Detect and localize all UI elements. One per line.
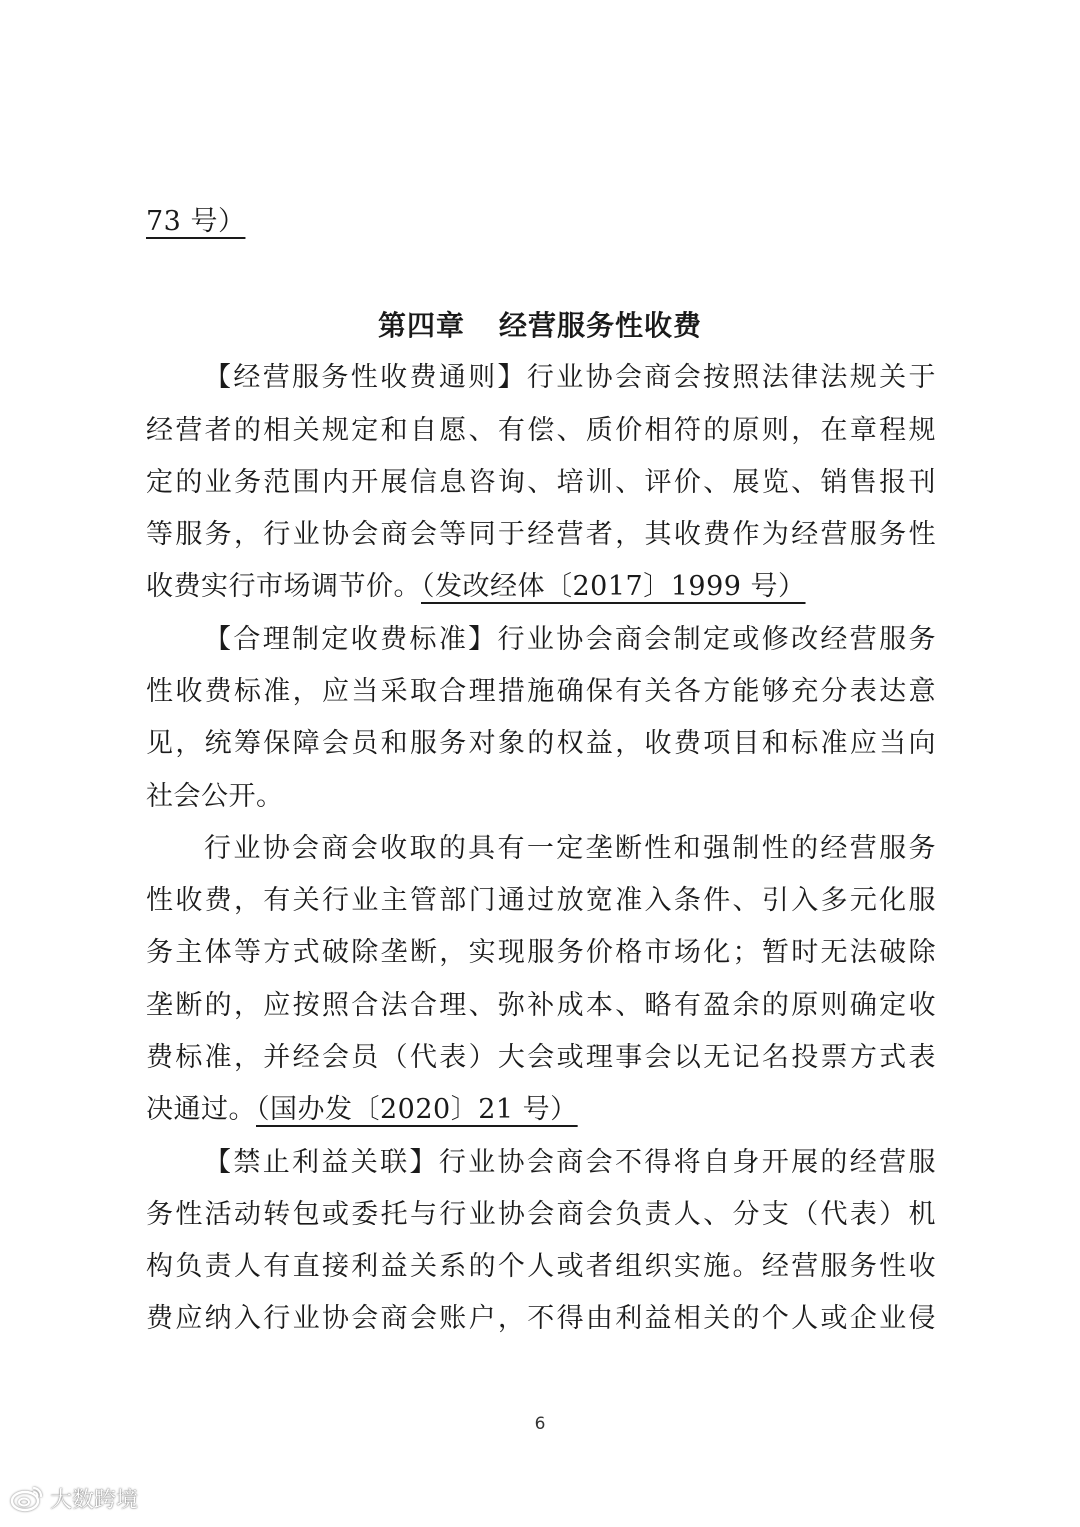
paragraph-line: 费标准，并经会员（代表）大会或理事会以无记名投票方式表	[146, 1042, 936, 1073]
chapter-name: 经营服务性收费	[499, 309, 703, 342]
paragraph-line: 性收费，有关行业主管部门通过放宽准入条件、引入多元化服	[146, 885, 936, 916]
citation-ndrc-2017-1999: （发改经体〔2017〕1999 号）	[421, 571, 806, 602]
page-number: 6	[534, 1414, 546, 1434]
paragraph-line: 【禁止利益关联】行业协会商会不得将自身开展的经营服	[204, 1147, 936, 1178]
paragraph-line: 务主体等方式破除垄断，实现服务价格市场化；暂时无法破除	[146, 937, 936, 968]
paragraph-line: 收费实行市场调节价。（发改经体〔2017〕1999 号）	[146, 571, 806, 602]
chapter-title	[0, 302, 1080, 350]
paragraph-line: 务性活动转包或委托与行业协会商会负责人、分支（代表）机	[146, 1199, 936, 1230]
top-fragment-citation: 73 号）	[146, 206, 246, 237]
paragraph-line: 行业协会商会收取的具有一定垄断性和强制性的经营服务	[204, 833, 936, 864]
weibo-style-logo-icon	[10, 1484, 44, 1512]
paragraph-line: 决通过。（国办发〔2020〕21 号）	[146, 1094, 578, 1125]
paragraph-line: 经营者的相关规定和自愿、有偿、质价相符的原则，在章程规	[146, 415, 936, 446]
watermark	[10, 1478, 138, 1518]
paragraph-line: 费应纳入行业协会商会账户，不得由利益相关的个人或企业侵	[146, 1303, 936, 1334]
paragraph-line: 见，统筹保障会员和服务对象的权益，收费项目和标准应当向	[146, 728, 936, 759]
paragraph-line: 【经营服务性收费通则】行业协会商会按照法律法规关于	[204, 362, 936, 393]
paragraph-line: 定的业务范围内开展信息咨询、培训、评价、展览、销售报刊	[146, 467, 936, 498]
paragraph-line: 垄断的，应按照合法合理、弥补成本、略有盈余的原则确定收	[146, 990, 936, 1021]
paragraph-line: 【合理制定收费标准】行业协会商会制定或修改经营服务	[204, 624, 936, 655]
paragraph-line: 性收费标准，应当采取合理措施确保有关各方能够充分表达意	[146, 676, 936, 707]
paragraph-line: 等服务，行业协会商会等同于经营者，其收费作为经营服务性	[146, 519, 936, 550]
watermark-text: 大数跨境	[50, 1487, 139, 1513]
top-fragment-line	[146, 196, 936, 248]
paragraph-line: 社会公开。	[146, 781, 284, 812]
chapter-number: 第四章	[377, 309, 465, 342]
citation-state-council-2020-21: （国办发〔2020〕21 号）	[256, 1094, 578, 1125]
paragraph-line: 构负责人有直接利益关系的个人或者组织实施。经营服务性收	[146, 1251, 936, 1282]
